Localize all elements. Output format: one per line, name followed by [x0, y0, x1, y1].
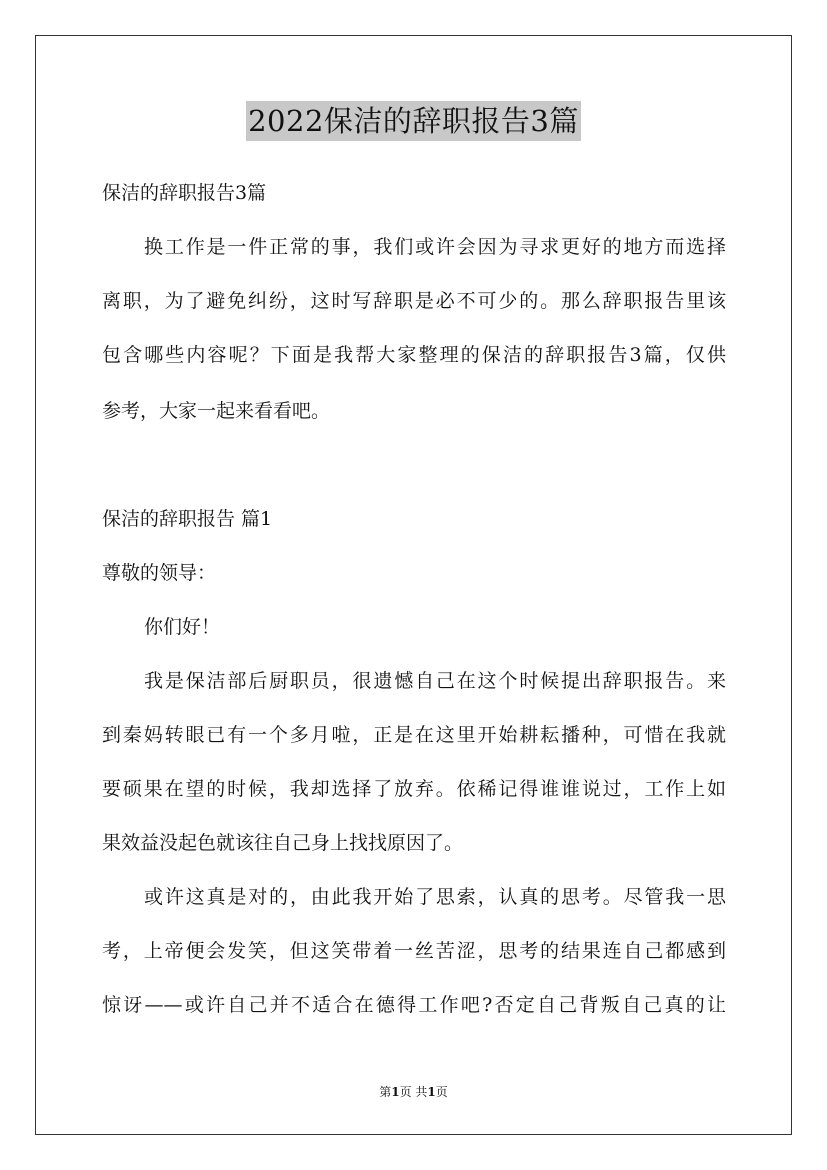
intro-line-1: 换工作是一件正常的事，我们或许会因为寻求更好的地方而选择 — [144, 236, 726, 258]
greeting: 你们好！ — [144, 616, 221, 638]
para1-line-2: 到秦妈转眼已有一个多月啦，正是在这里开始耕耘播种，可惜在我就 — [102, 724, 726, 746]
page-footer — [0, 1084, 827, 1100]
para1-line-4: 果效益没起色就该往自己身上找找原因了。 — [102, 832, 464, 854]
title-wrap — [0, 101, 827, 141]
footer-page-prefix: 第 — [379, 1085, 392, 1099]
para2-line-1: 或许这真是对的，由此我开始了思索，认真的思考。尽管我一思 — [144, 886, 726, 908]
document-subtitle: 保洁的辞职报告3篇 — [102, 182, 267, 204]
salutation: 尊敬的领导： — [102, 562, 217, 584]
document-title: 2022保洁的辞职报告3篇 — [246, 101, 581, 141]
footer-page-suffix: 页 — [435, 1085, 448, 1099]
intro-line-3: 包含哪些内容呢？下面是我帮大家整理的保洁的辞职报告3篇，仅供 — [102, 344, 726, 366]
para1-line-3: 要硕果在望的时候，我却选择了放弃。依稀记得谁谁说过，工作上如 — [102, 778, 726, 800]
intro-line-4: 参考，大家一起来看看吧。 — [102, 400, 331, 422]
footer-page-mid: 页 共 — [399, 1085, 428, 1099]
para1-line-1: 我是保洁部后厨职员，很遗憾自己在这个时候提出辞职报告。来 — [144, 670, 726, 692]
footer-page-current: 1 — [391, 1085, 400, 1099]
para2-line-3: 惊讶——或许自己并不适合在德得工作吧?否定自己背叛自己真的让 — [102, 994, 726, 1016]
footer-page-total: 1 — [427, 1085, 436, 1099]
intro-line-2: 离职，为了避免纠纷，这时写辞职是必不可少的。那么辞职报告里该 — [102, 290, 726, 312]
para2-line-2: 考，上帝便会发笑，但这笑带着一丝苦涩，思考的结果连自己都感到 — [102, 940, 726, 962]
section-heading: 保洁的辞职报告 篇1 — [102, 508, 273, 530]
